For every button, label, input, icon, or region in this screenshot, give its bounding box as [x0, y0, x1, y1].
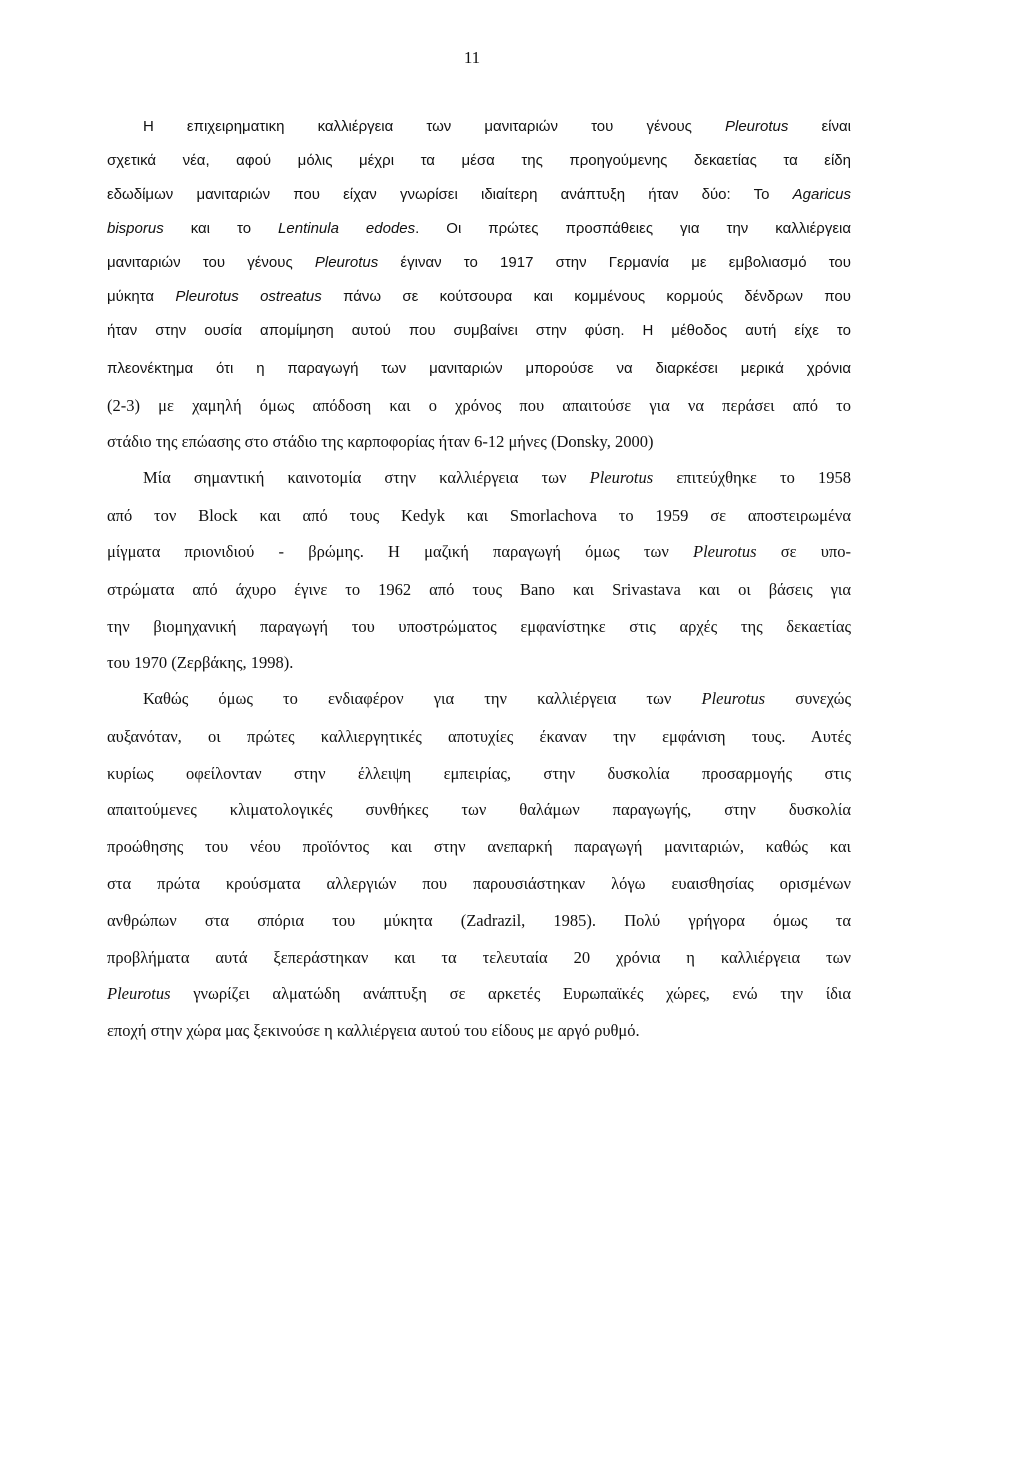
paragraph-line: από τον Block και από τους Kedyk και Smorlachova το 1959 σε αποστειρωμένα	[107, 506, 851, 525]
paragraph-line: κυρίως οφείλονταν στην έλλειψη εμπειρίας, στην δυσκολία προσαρμογής στις	[107, 764, 851, 783]
paragraph-line: πλεονέκτημα ότι η παραγωγή των μανιταριών μπορούσε να διαρκέσει μερικά χρόνια	[107, 360, 851, 377]
paragraph-line: μανιταριών του γένους Pleurotus έγιναν το 1917 στην Γερμανία με εμβολιασμό του	[107, 254, 851, 271]
paragraph-line: ανθρώπων στα σπόρια του μύκητα (Zadrazil, 1985). Πολύ γρήγορα όμως τα	[107, 911, 851, 930]
paragraph-line: Μία σημαντική καινοτομία στην καλλιέργεια των Pleurotus επιτεύχθηκε το 1958	[143, 468, 851, 487]
paragraph-line: σχετικά νέα, αφού μόλις μέχρι τα μέσα της προηγούμενης δεκαετίας τα είδη	[107, 152, 851, 169]
paragraph-line: απαιτούμενες κλιματολογικές συνθήκες των θαλάμων παραγωγής, στην δυσκολία	[107, 800, 851, 819]
paragraph-line: bisporus και το Lentinula edodes. Οι πρώτες προσπάθειες για την καλλιέργεια	[107, 220, 852, 237]
paragraph-line: εποχή στην χώρα μας ξεκινούσε η καλλιέργεια αυτού του είδους με αργό ρυθμό.	[107, 1021, 640, 1040]
paragraph-line: Η επιχειρηματικη καλλιέργεια των μανιταριών του γένους Pleurotus είναι	[143, 118, 851, 135]
paragraph-line: μίγματα πριονιδιού - βρώμης. Η μαζική παραγωγή όμως των Pleurotus σε υπο-	[107, 542, 851, 561]
paragraph-line: εδωδίμων μανιταριών που είχαν γνωρίσει ιδιαίτερη ανάπτυξη ήταν δύο: Το Agaricus	[107, 186, 851, 203]
page-number: 11	[463, 48, 481, 67]
paragraph-line: προώθησης του νέου προϊόντος και στην ανεπαρκή παραγωγή μανιταριών, καθώς και	[107, 837, 851, 856]
paragraph-line: στρώματα από άχυρο έγινε το 1962 από τους Bano και Srivastava και οι βάσεις για	[107, 580, 851, 599]
paragraph-line: προβλήματα αυτά ξεπεράστηκαν και τα τελευταία 20 χρόνια η καλλιέργεια των	[107, 948, 851, 967]
paragraph-line: του 1970 (Ζερβάκης, 1998).	[107, 653, 294, 672]
paragraph-line: στα πρώτα κρούσματα αλλεργιών που παρουσιάστηκαν λόγω ευαισθησίας ορισμένων	[107, 874, 851, 893]
paragraph-line: (2-3) με χαμηλή όμως απόδοση και ο χρόνος που απαιτούσε για να περάσει από το	[107, 396, 851, 415]
paragraph-line: Pleurotus γνωρίζει αλματώδη ανάπτυξη σε αρκετές Ευρωπαϊκές χώρες, ενώ την ίδια	[107, 984, 851, 1003]
paragraph-line: την βιομηχανική παραγωγή του υποστρώματος εμφανίστηκε στις αρχές της δεκαετίας	[107, 617, 851, 636]
paragraph-line: στάδιο της επώασης στο στάδιο της καρποφορίας ήταν 6-12 μήνες (Donsky, 2000)	[107, 432, 654, 451]
paragraph-line: αυξανόταν, οι πρώτες καλλιεργητικές αποτυχίες έκαναν την εμφάνιση τους. Αυτές	[107, 727, 851, 746]
paragraph-line: Καθώς όμως το ενδιαφέρον για την καλλιέργεια των Pleurotus συνεχώς	[143, 689, 852, 708]
paragraph-line: μύκητα Pleurotus ostreatus πάνω σε κούτσουρα και κομμένους κορμούς δένδρων που	[107, 288, 851, 305]
paragraph-line: ήταν στην ουσία απομίμηση αυτού που συμβαίνει στην φύση. Η μέθοδος αυτή είχε το	[107, 322, 851, 339]
